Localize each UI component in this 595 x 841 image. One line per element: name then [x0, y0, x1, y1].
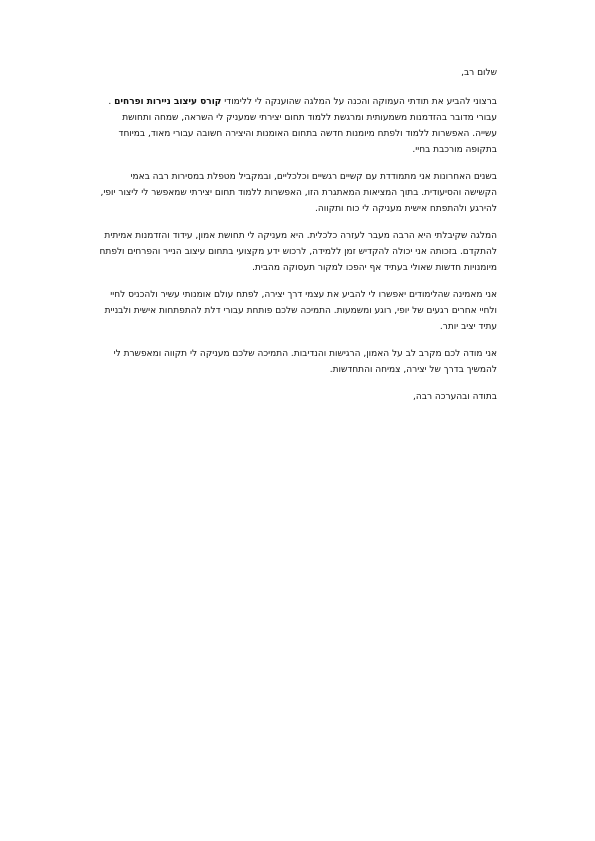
paragraph-1-text-end: . עבורי מדובר בהזדמנות משמעותית ומרגשת ללמוד תחום יצירתי שמעניק לי השראה, שמחה ותחושת עשייה. האפשרות ללמוד ולפתח מיומנות חדשה בתחום האומנות והיצירה חשובה עבורי מאוד, במיוחד בתקופה מורכבת בחיי. [108, 97, 497, 155]
paragraph-3: המלגה שקיבלתי היא הרבה מעבר לעזרה כלכלית. היא מעניקה לי תחושת אמון, עידוד והזדמנות אמיתית להתקדם. בזכותה אני יכולה להקדיש זמן ללמידה, לרכוש ידע מקצועי בתחום עיצוב הנייר והפרחים ולפתח מיומנויות חדשות שאולי בעתיד אף יהפכו למקור תעסוקה מהבית. [99, 231, 497, 273]
course-name: קורס עיצוב ניירות ופרחים [114, 97, 222, 107]
letter-body [99, 65, 497, 405]
closing: בתודה ובהערכה רבה, [413, 392, 497, 402]
paragraph-1 [99, 94, 497, 158]
paragraph-5: אני מודה לכם מקרב לב על האמון, הרגישות והנדיבות. התמיכה שלכם מעניקה לי תקווה ומאפשרת לי להמשיך בדרך של יצירה, צמיחה והתחדשות. [113, 349, 497, 375]
greeting: שלום רב, [461, 68, 497, 78]
paragraph-4: אני מאמינה שהלימודים יאפשרו לי להביע את עצמי דרך יצירה, לפתח עולם אומנותי עשיר ולהכניס לחיי ולחיי אחרים רגעים של יופי, רוגע ומשמעות. התמיכה שלכם פותחת עבורי דלת להתפתחות אישית ולבניית עתיד יציב יותר. [104, 290, 497, 332]
paragraph-2: בשנים האחרונות אני מתמודדת עם קשיים רגשיים וכלכליים, ובמקביל מטפלת במסירות רבה באמי הקשישה והסיעודית. בתוך המציאות המאתגרת הזו, האפשרות ללמוד תחום יצירתי שמאפשר לי ליצור יופי, להירגע ולהתפתח אישית מעניקה לי כוח ותקווה. [100, 172, 497, 214]
paragraph-1-text-start: ברצוני להביע את תודתי העמוקה והכנה על המלגה שהוענקה לי ללימודי [221, 97, 497, 107]
